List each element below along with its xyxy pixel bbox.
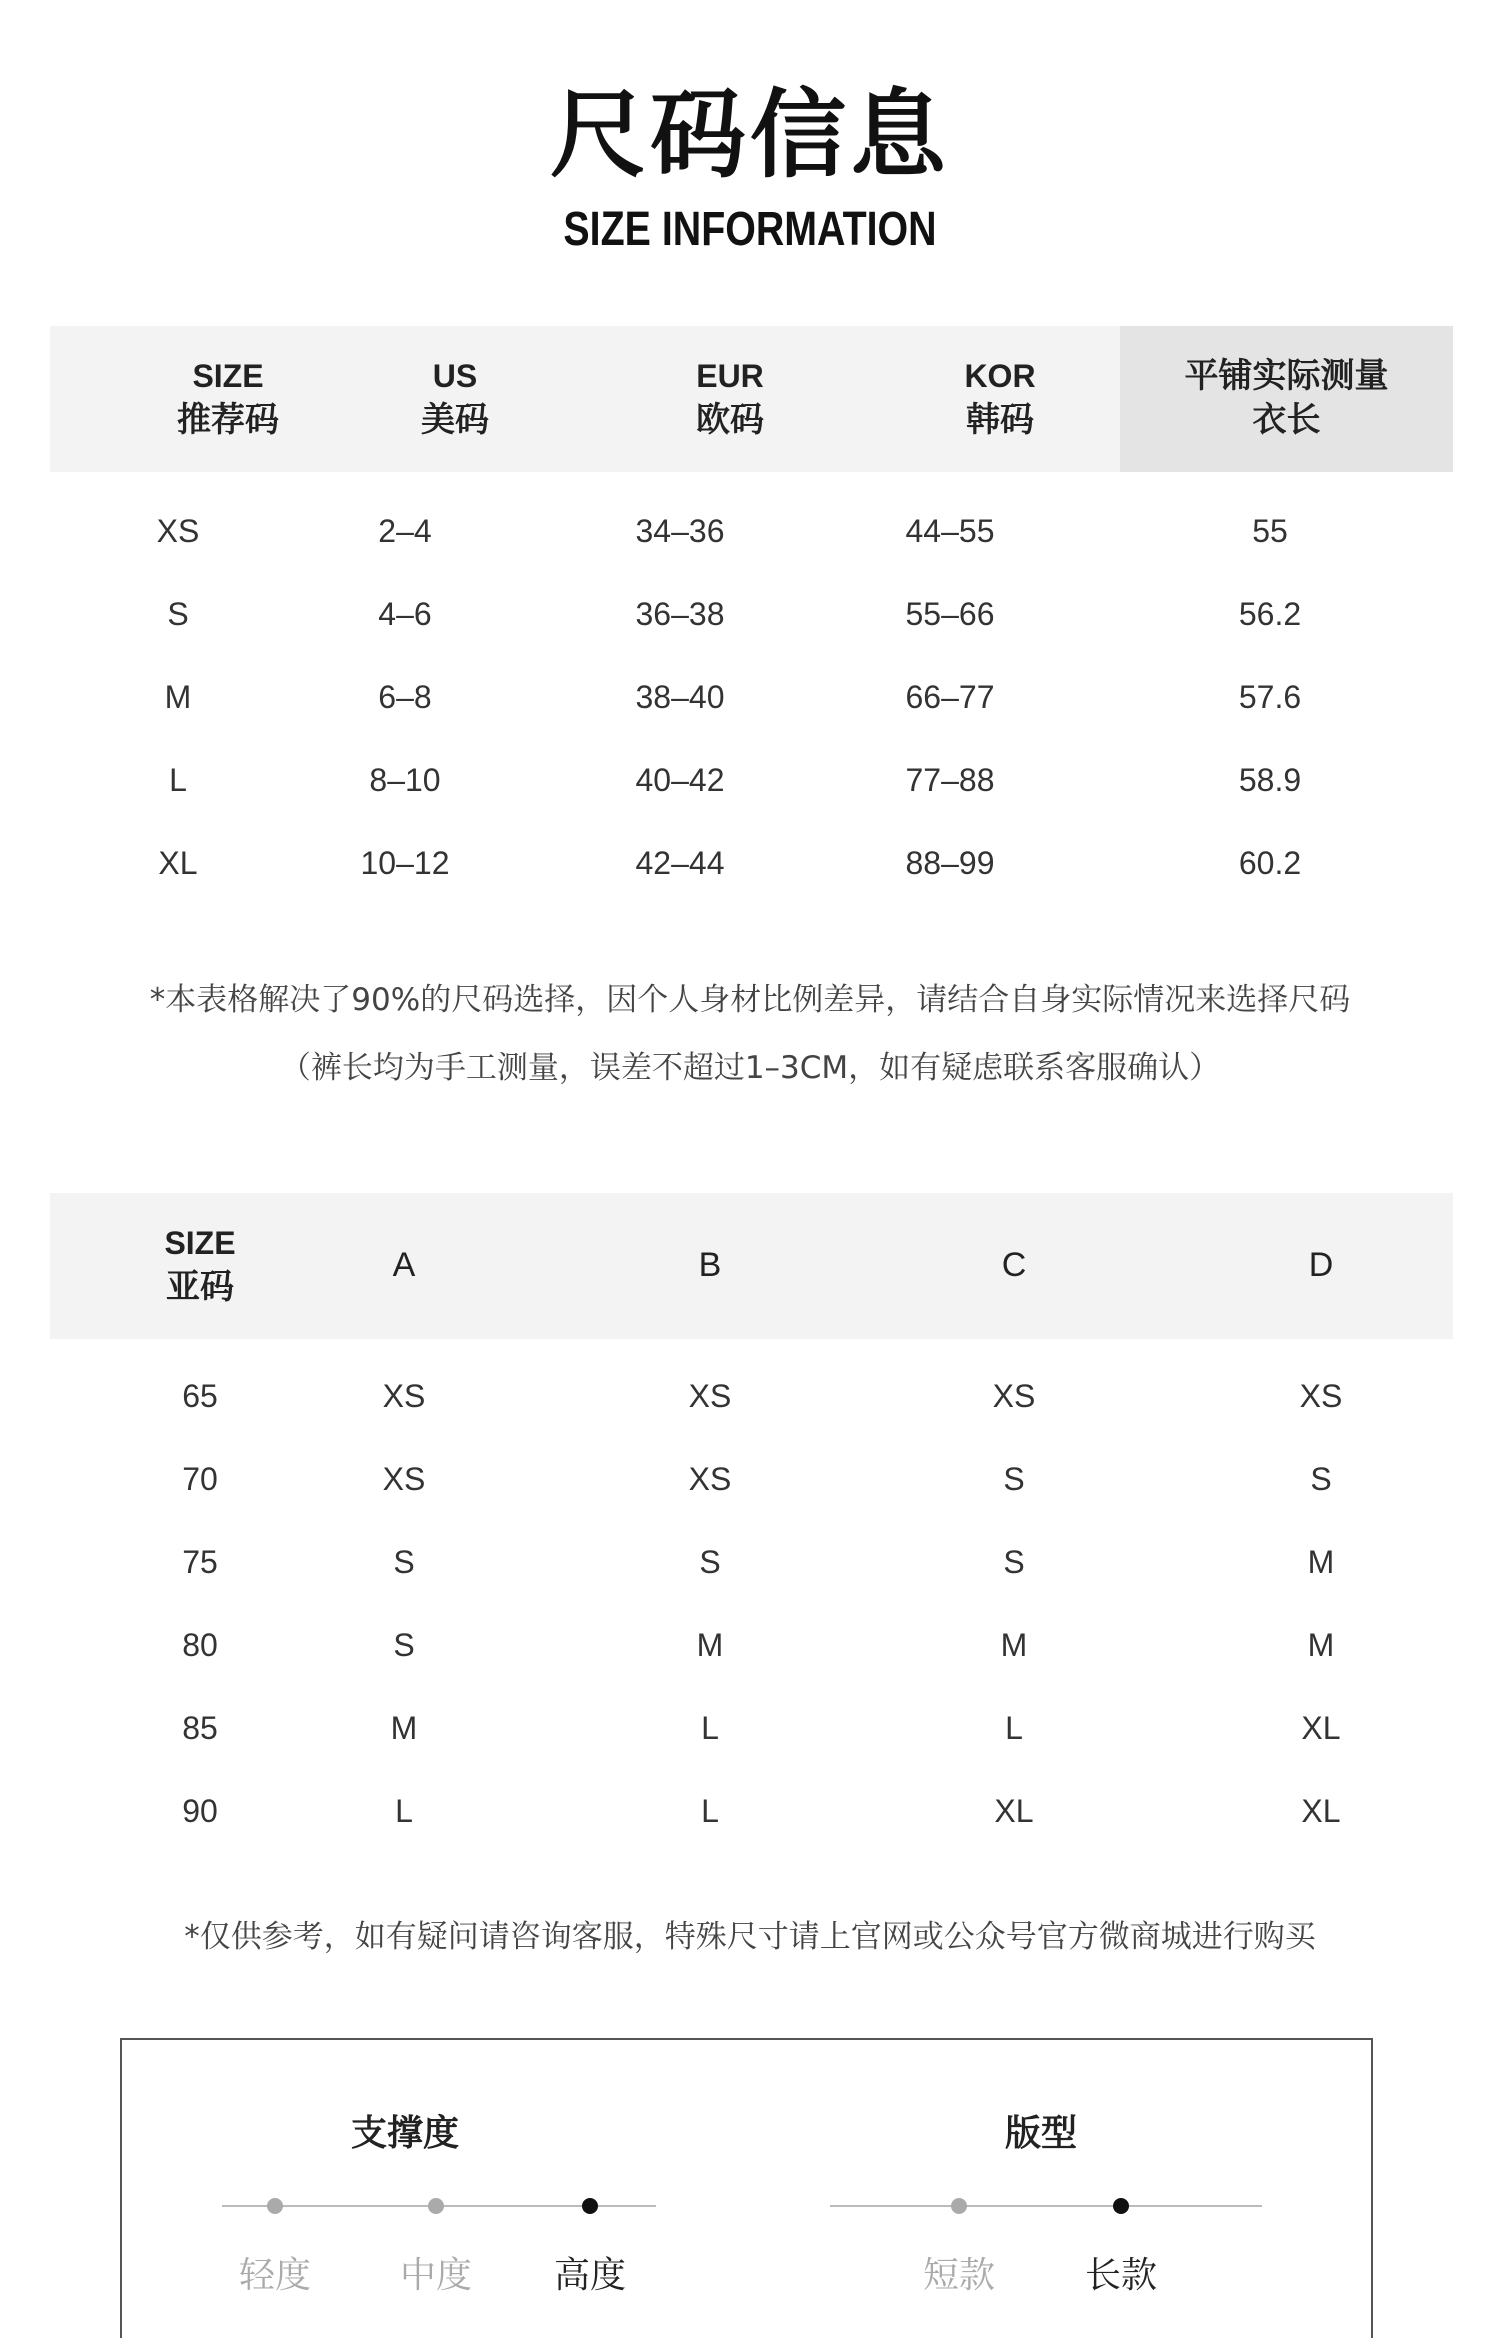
- cell-us: 4–6: [378, 596, 432, 632]
- cell-size: XS: [156, 513, 200, 549]
- col-asian-size-en: SIZE: [164, 1225, 236, 1261]
- col-asian-size-cn: 亚码: [166, 1267, 234, 1307]
- cell-us: 2–4: [378, 513, 432, 549]
- cell-cup-a: S: [393, 1544, 415, 1580]
- cell-cup-c: S: [1003, 1461, 1025, 1497]
- cell-band: 65: [182, 1378, 218, 1414]
- fit-scale-line: [830, 2205, 1262, 2207]
- cell-us: 8–10: [369, 762, 441, 798]
- cell-size: M: [164, 679, 192, 715]
- col-cup-c: [914, 1243, 1114, 1287]
- support-label-medium: 中度: [399, 2255, 472, 2296]
- cell-cup-d: XL: [1301, 1710, 1341, 1746]
- support-title: 支撑度: [350, 2113, 459, 2154]
- cell-cup-d: XS: [1299, 1378, 1343, 1414]
- cell-eur: 36–38: [635, 596, 725, 632]
- cell-band: 70: [182, 1461, 218, 1497]
- cell-cup-a: XS: [382, 1461, 426, 1497]
- cell-eur: 38–40: [635, 679, 725, 715]
- cell-kor: 66–77: [905, 679, 995, 715]
- col-length-cn: 衣长: [1252, 400, 1321, 440]
- cell-eur: 42–44: [635, 845, 725, 881]
- support-dot-medium: [428, 2198, 444, 2214]
- cell-cup-d: M: [1307, 1627, 1335, 1663]
- cup-table-header: [50, 1193, 1453, 1339]
- cell-cup-a: M: [390, 1710, 418, 1746]
- cell-cup-c: M: [1000, 1627, 1028, 1663]
- support-dot-light: [267, 2198, 283, 2214]
- col-kor: [900, 354, 1100, 442]
- cell-size: L: [169, 762, 187, 798]
- col-size-en: SIZE: [192, 358, 264, 394]
- col-eur-cn: 欧码: [696, 400, 764, 440]
- cell-length: 56.2: [1238, 596, 1302, 632]
- col-cup-b: [610, 1243, 810, 1287]
- fit-title: 版型: [1004, 2113, 1077, 2154]
- cell-us: 6–8: [378, 679, 432, 715]
- cell-kor: 55–66: [905, 596, 995, 632]
- page-title: 尺码信息: [550, 79, 950, 191]
- cell-cup-c: XS: [992, 1378, 1036, 1414]
- col-kor-cn: 韩码: [966, 400, 1034, 440]
- cell-cup-d: M: [1307, 1544, 1335, 1580]
- cup-note: *仅供参考，如有疑问请咨询客服，特殊尺寸请上官网或公众号官方微商城进行购买: [184, 1919, 1316, 1955]
- cell-length: 57.6: [1238, 679, 1302, 715]
- col-us-en: US: [432, 358, 478, 394]
- cell-cup-c: S: [1003, 1544, 1025, 1580]
- cell-cup-d: XL: [1301, 1793, 1341, 1829]
- cell-eur: 40–42: [635, 762, 725, 798]
- col-cup-a-label: A: [392, 1246, 416, 1284]
- cell-cup-c: L: [1005, 1710, 1023, 1746]
- cell-band: 90: [182, 1793, 218, 1829]
- support-dot-high: [582, 2198, 598, 2214]
- cell-band: 80: [182, 1627, 218, 1663]
- cell-us: 10–12: [360, 845, 450, 881]
- size-note-secondary: （裤长均为手工测量，误差不超过1–3CM，如有疑虑联系客服确认）: [279, 1050, 1221, 1086]
- col-eur-en: EUR: [696, 358, 764, 394]
- col-size-cn: 推荐码: [177, 400, 279, 440]
- col-cup-d: [1221, 1243, 1421, 1287]
- cell-band: 85: [182, 1710, 218, 1746]
- fit-label-long: 长款: [1084, 2255, 1157, 2296]
- cell-cup-b: XS: [688, 1461, 732, 1497]
- cell-kor: 44–55: [905, 513, 995, 549]
- cell-cup-b: XS: [688, 1378, 732, 1414]
- col-eur: [630, 354, 830, 442]
- size-table-header: [50, 326, 1453, 472]
- cell-cup-c: XL: [994, 1793, 1034, 1829]
- col-size: [128, 354, 328, 442]
- fit-dot-long: [1113, 2198, 1129, 2214]
- cell-cup-a: XS: [382, 1378, 426, 1414]
- col-us: [355, 354, 555, 442]
- cell-length: 60.2: [1238, 845, 1302, 881]
- cell-size: S: [167, 596, 189, 632]
- col-cup-c-label: C: [1001, 1246, 1027, 1284]
- cell-cup-d: S: [1310, 1461, 1332, 1497]
- cell-cup-b: L: [701, 1710, 719, 1746]
- col-cup-a: [304, 1243, 504, 1287]
- cell-kor: 77–88: [905, 762, 995, 798]
- cell-kor: 88–99: [905, 845, 995, 881]
- cell-cup-a: L: [395, 1793, 413, 1829]
- col-us-cn: 美码: [421, 400, 489, 440]
- support-label-light: 轻度: [238, 2255, 311, 2296]
- col-cup-d-label: D: [1308, 1246, 1334, 1284]
- page-subtitle: SIZE INFORMATION: [563, 203, 937, 256]
- cell-cup-a: S: [393, 1627, 415, 1663]
- col-length: [1120, 354, 1453, 442]
- col-asian-size: [100, 1221, 300, 1309]
- attributes-panel: [120, 2038, 1373, 2338]
- cell-length: 58.9: [1238, 762, 1302, 798]
- col-cup-b-label: B: [698, 1246, 722, 1284]
- cell-length: 55: [1252, 513, 1288, 549]
- col-length-label: 平铺实际测量: [1184, 356, 1389, 396]
- cell-cup-b: L: [701, 1793, 719, 1829]
- fit-label-short: 短款: [922, 2255, 995, 2296]
- cell-cup-b: M: [696, 1627, 724, 1663]
- cell-cup-b: S: [699, 1544, 721, 1580]
- size-note-primary: *本表格解决了90%的尺码选择，因个人身材比例差异，请结合自身实际情况来选择尺码: [149, 982, 1351, 1018]
- support-label-high: 高度: [553, 2255, 626, 2296]
- cell-size: XL: [158, 845, 198, 881]
- cell-eur: 34–36: [635, 513, 725, 549]
- col-kor-en: KOR: [964, 358, 1036, 394]
- cell-band: 75: [182, 1544, 218, 1580]
- fit-dot-short: [951, 2198, 967, 2214]
